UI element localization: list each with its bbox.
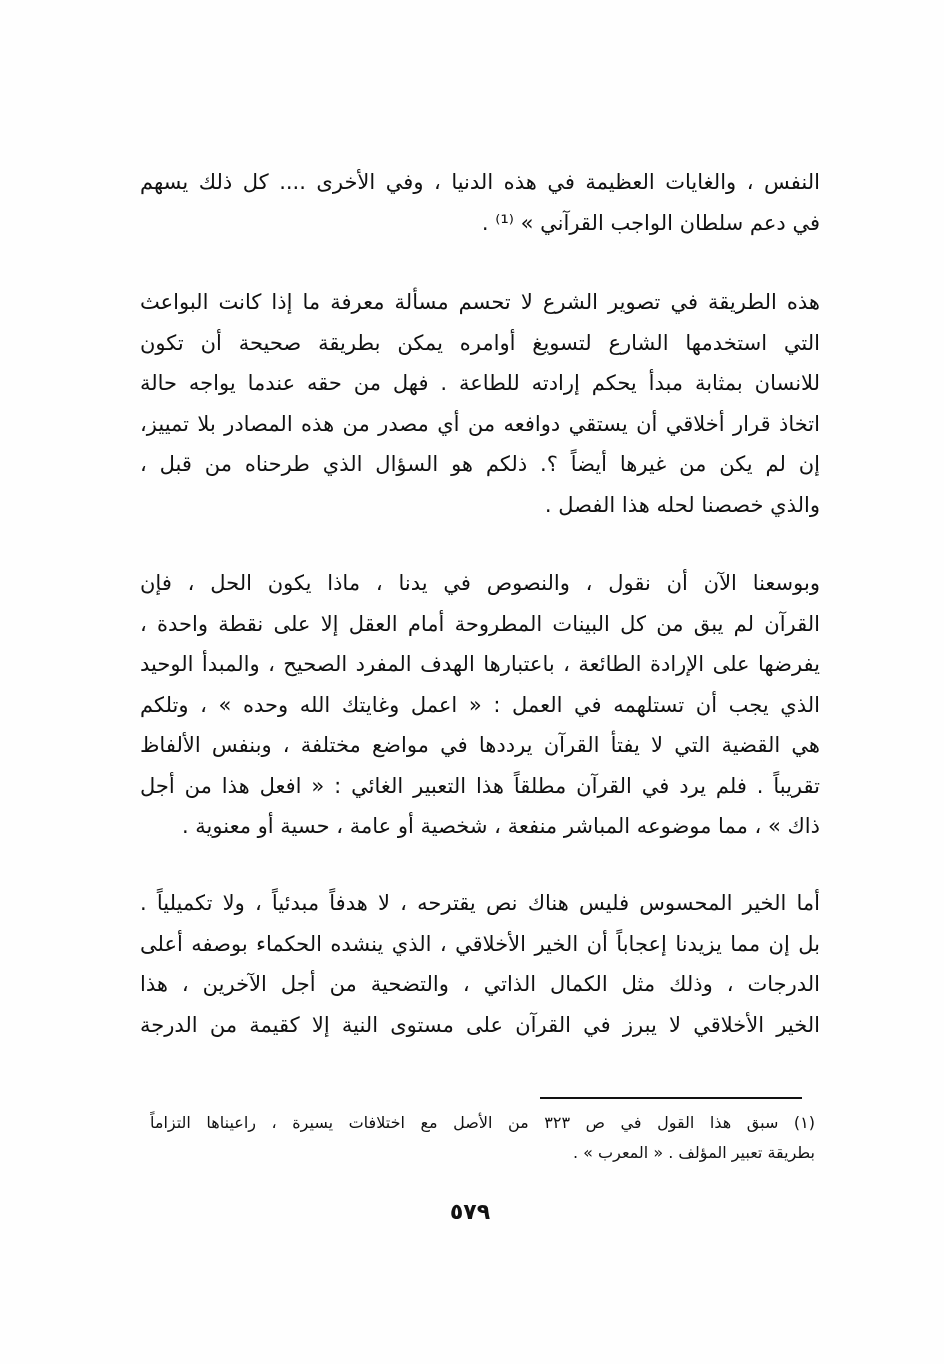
- text-line: القرآن لم يبق من كل البينات المطروحة أمام العقل إلا على نقطة واحدة ،: [140, 611, 820, 636]
- text-line: وبوسعنا الآن أن نقول ، والنصوص في يدنا ، ماذا يكون الحل ، فإن: [140, 571, 820, 595]
- paragraph-3: [140, 563, 820, 847]
- text-line: النفس ، والغايات العظيمة في هذه الدنيا ، وفي الأخرى .... كل ذلك يسهم: [140, 170, 820, 194]
- text-line: أما الخير المحسوس فليس هناك نص يقترحه ، لا هدفاً مبدئياً ، ولا تكميلياً .: [140, 891, 820, 915]
- text-line: بل إن مما يزيدنا إعجاباً أن الخير الأخلاقي ، الذي ينشده الحكماء بوصفه أعلى: [140, 931, 820, 956]
- text-line: هي القضية التي لا يفتأ القرآن يرددها في مواضع مختلفة ، وبنفس الألفاظ: [140, 733, 820, 757]
- text-line: الدرجات ، وذلك مثل الكمال الذاتي ، والتضحية من أجل الآخرين ، هذا: [140, 972, 820, 996]
- footnotes: [150, 1108, 815, 1168]
- text-line: يفرضها على الإرادة الطائعة ، باعتبارها الهدف المفرد الصحيح ، والمبدأ الوحيد: [140, 652, 820, 676]
- page-number: ٥٧٩: [449, 1200, 491, 1225]
- text-line: والذي خصصنا لحله هذا الفصل .: [544, 492, 820, 517]
- footnote-line: بطريقة تعبير المؤلف . « المعرب » .: [573, 1143, 815, 1162]
- paragraph-1: [140, 162, 820, 243]
- text-line: ذاك » ، مما موضوعه المباشر منفعة ، شخصية أو عامة ، حسية أو معنوية .: [181, 814, 820, 838]
- text-line: تقريباً . فلم يرد في القرآن مطلقاً هذا التعبير الغائي : « افعل هذا من أجل: [140, 773, 820, 798]
- text-line: إن لم يكن من غيرها أيضاً ؟. ذلكم هو السؤال الذي طرحناه من قبل ،: [140, 452, 820, 476]
- paragraph-4: [140, 883, 820, 1045]
- footnote-line: (١) سبق هذا القول في ص ٣٢٣ من الأصل مع اختلافات يسيرة ، راعيناها التزاماً: [150, 1113, 815, 1132]
- text-line: الخير الأخلاقي لا يبرز في القرآن على مستوى النية إلا كقيمة من الدرجة: [140, 1012, 820, 1037]
- text-line: هذه الطريقة في تصوير الشرع لا تحسم مسألة معرفة ما إذا كانت البواعث: [140, 290, 820, 314]
- footnote-divider: [540, 1097, 802, 1099]
- paragraph-2: [140, 282, 820, 525]
- text-line: للانسان بمثابة مبدأ يحكم إرادته للطاعة . فهل من حقه عندما يواجه حالة: [140, 371, 820, 395]
- text-line: في دعم سلطان الواجب القرآني » ⁽¹⁾ .: [481, 210, 820, 235]
- text-line: الذي يجب أن تستلهمه في العمل : « اعمل وغايتك الله وحده » ، وتلكم: [140, 692, 820, 717]
- text-line: التي استخدمها الشارع لتسويغ أوامره يمكن بطريقة صحيحة أن تكون: [140, 330, 820, 355]
- text-line: اتخاذ قرار أخلاقي أن يستقي دوافعه من أي مصدر من هذه المصادر بلا تمييز،: [140, 411, 820, 436]
